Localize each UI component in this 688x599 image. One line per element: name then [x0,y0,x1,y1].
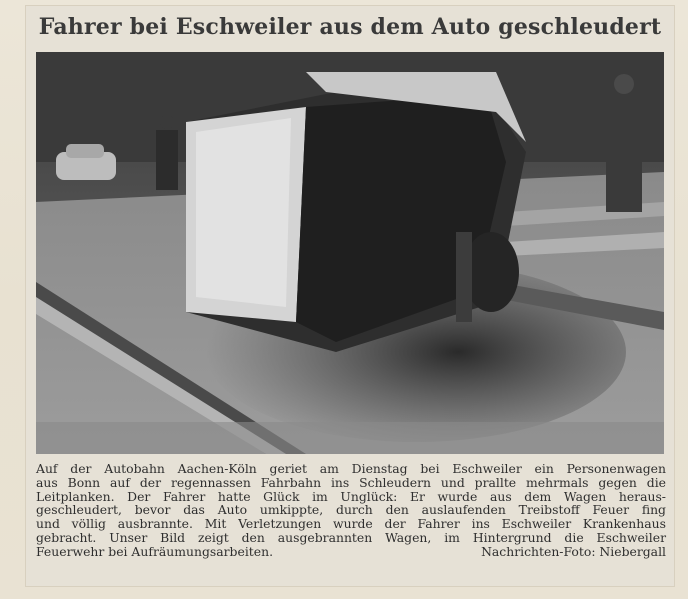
caption-line: aus Bonn auf der regennassen Fahrbahn ins Schleudern und prallte mehrmals gegen die [36,474,666,490]
caption-line: Auf der Autobahn Aachen-Köln geriet am Dienstag bei Eschweiler ein Personenwagen [36,461,666,476]
photo-credit: Nachrichten-Foto: Niebergall [481,543,666,559]
newspaper-clipping [26,6,674,586]
caption-last-line [36,545,666,559]
article-caption [36,462,666,559]
caption-line: gebracht. Unser Bild zeigt den ausgebrannten Wagen, im Hintergrund die Eschweiler [36,529,666,545]
article-photo [36,52,664,454]
caption-line: Feuerwehr bei Aufräumungsarbeiten. [36,543,274,559]
burned-car-photo-illustration [36,52,664,454]
caption-line: geschleudert, bevor das Auto umkippte, durch den auslaufenden Treibstoff Feuer fing [36,502,666,518]
caption-line: und völlig ausbrannte. Mit Verletzungen wurde der Fahrer ins Eschweiler Krankenhaus [36,516,666,532]
caption-line: Leitplanken. Der Fahrer hatte Glück im Unglück: Er wurde aus dem Wagen heraus- [36,488,666,504]
article-headline: Fahrer bei Eschweiler aus dem Auto geschleudert [38,14,662,40]
